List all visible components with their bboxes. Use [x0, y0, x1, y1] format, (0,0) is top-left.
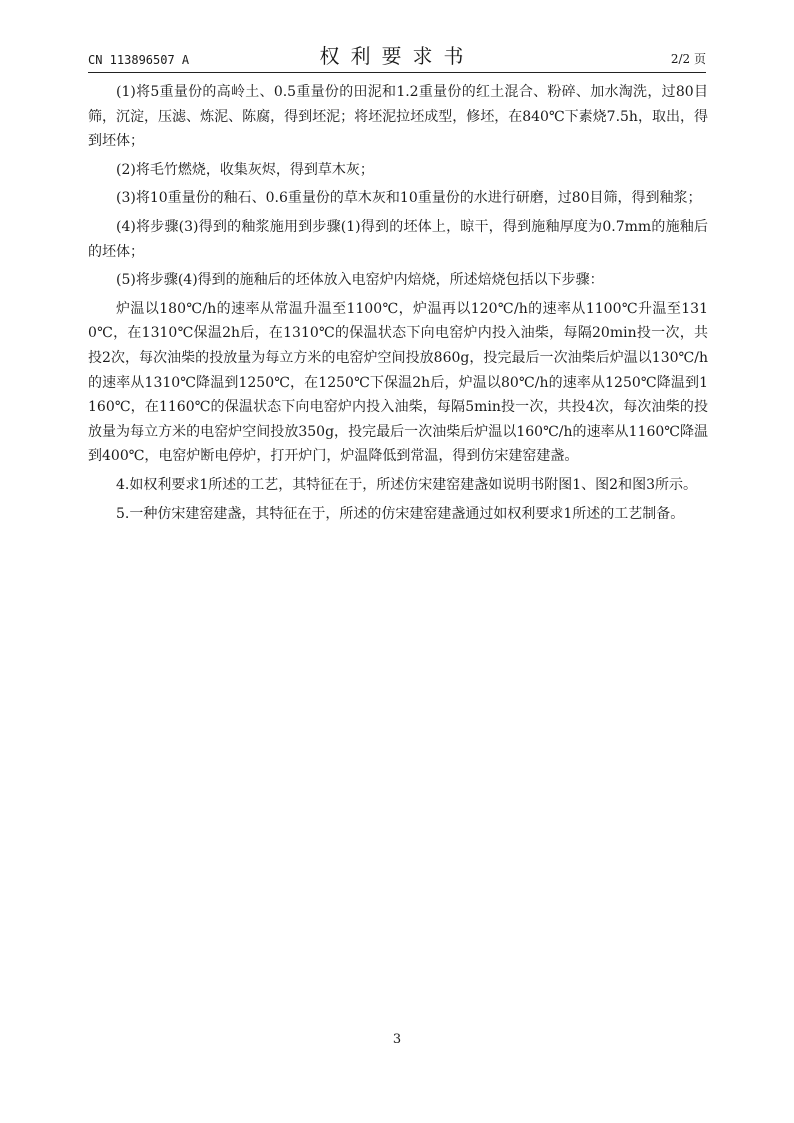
firing-schedule: 炉温以180℃/h的速率从常温升温至1100℃，炉温再以120℃/h的速率从1100℃升温至1310℃，在1310℃保温2h后，在1310℃的保温状态下向电窑炉内投入油柴，每隔20min投一次，共投2次，每次油柴的投放量为每立方米的电窑炉空间投放860g，投完最后一次油柴后炉温以130℃/h的速率从1310℃降温到1250℃，在1250℃下保温2h后，炉温以80℃/h的速率从1250℃降温到1160℃，在1160℃的保温状态下向电窑炉内投入油柴，每隔5min投一次，共投4次，每次油柴的投放量为每立方米的电窑炉空间投放350g，投完最后一次油柴后炉温以160℃/h的速率从1160℃降温到400℃，电窑炉断电停炉，打开炉门，炉温降低到常温，得到仿宋建窑建盏。: [88, 300, 708, 465]
claim-step-2: (2)将毛竹燃烧，收集灰烬，得到草木灰；: [116, 161, 374, 178]
claim-step-3: (3)将10重量份的釉石、0.6重量份的草木灰和10重量份的水进行研磨，过80目筛，得到釉浆；: [116, 190, 702, 207]
claim-step-5: (5)将步骤(4)得到的施釉后的坯体放入电窑炉内焙烧，所述焙烧包括以下步骤：: [116, 272, 604, 289]
claims-body: [88, 80, 708, 530]
document-title: 权利要求书: [319, 44, 475, 68]
claim-step-4: (4)将步骤(3)得到的釉浆施用到步骤(1)得到的坯体上，晾干，得到施釉厚度为0.7mm的施釉后的坯体；: [88, 218, 708, 260]
claim-4: 4.如权利要求1所述的工艺，其特征在于，所述仿宋建窑建盏如说明书附图1、图2和图3所示。: [116, 476, 697, 493]
claim-step-1: (1)将5重量份的高岭土、0.5重量份的田泥和1.2重量份的红土混合、粉碎、加水淘洗，过80目筛，沉淀，压滤、炼泥、陈腐，得到坯泥；将坯泥拉坯成型，修坯，在840℃下素烧7.5h，取出，得到坯体；: [88, 84, 708, 150]
claim-5: 5.一种仿宋建窑建盏，其特征在于，所述的仿宋建窑建盏通过如权利要求1所述的工艺制备。: [116, 505, 685, 522]
document-number: CN 113896507 A: [88, 53, 190, 67]
page-header: [88, 44, 706, 73]
page-indicator: 2/2 页: [670, 52, 706, 66]
page-number: 3: [392, 1032, 402, 1047]
